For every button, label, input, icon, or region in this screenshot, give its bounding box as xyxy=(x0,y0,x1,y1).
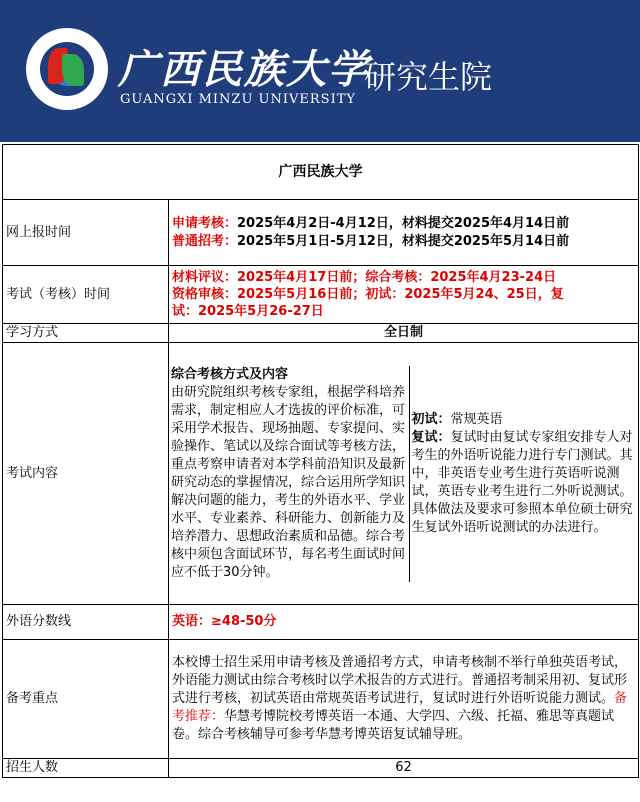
comprehensive-assessment-title: 综合考核方式及内容 xyxy=(171,366,289,382)
exam-content-value xyxy=(169,343,639,605)
initial-test-text: 常规英语 xyxy=(450,411,503,427)
initial-test xyxy=(412,411,638,429)
retest-text: 复试时由复试专家组安排专人对考生的外语听说能力进行专门测试。其中，非英语专业考生进行英语听说测试，英语专业考生进行二外听说测试。具体做法及要求可参照本单位硕士研究生复试外语听说测试的办法进行。 xyxy=(411,429,633,535)
registration-line-1 xyxy=(172,215,635,233)
exam-content-row xyxy=(3,343,639,605)
general-exam-text: 2025年5月1日-5月12日，材料提交2025年5月14日前 xyxy=(237,233,570,249)
registration-label: 网上报时间 xyxy=(3,200,169,266)
notes-label: 备考重点 xyxy=(3,640,169,759)
apply-assess-text: 2025年4月2日-4月12日，材料提交2025年4月14日前 xyxy=(237,215,570,231)
comprehensive-assessment-body: 由研究院组织考核专家组，根据学科培养需求，制定相应人才选拔的评价标准，可采用学术报告、现场抽题、专家提问、实验操作、笔试以及综合面试等考核方法，重点考察申请者对本学科前沿知识及最新研究动态的掌握情况，综合运用所学知识解决问题的能力，考生的外语水平、学业水平、专业素养、科研能力、创新能力及培养潜力、思想政治素质和品德。综合考核中须包含面试环节，每名考生面试时间应不低于30分钟。 xyxy=(171,384,406,580)
retest-label: 复试： xyxy=(411,429,451,445)
registration-row xyxy=(3,200,639,266)
admission-info-table xyxy=(2,144,639,778)
exam-time-line-2: 资格审核：2025年5月16日前；初试：2025年5月24、25日，复 xyxy=(172,287,564,302)
enrollment-label: 招生人数 xyxy=(3,759,169,778)
notes-value xyxy=(169,640,639,759)
exam-content-split xyxy=(169,366,639,582)
language-score-row xyxy=(3,605,639,640)
logo-emblem xyxy=(40,42,94,96)
graduate-school-title: 研究生院 xyxy=(364,58,493,96)
language-score-label: 外语分数线 xyxy=(3,605,169,640)
registration-value xyxy=(169,200,639,266)
exam-time-line-3: 试：2025年5月26-27日 xyxy=(172,304,324,319)
title-row xyxy=(3,145,639,200)
header-banner xyxy=(0,0,640,142)
language-score-value: 英语：≥48-50分 xyxy=(169,605,639,640)
recommend-label: 备考推荐： xyxy=(172,691,628,724)
enrollment-value: 62 xyxy=(169,759,639,778)
recommend-text: 华慧考博院校考博英语一本通、大学四、六级、托福、雅思等真题试卷。综合考核辅导可参考华慧考博英语复试辅导班。 xyxy=(172,709,615,742)
language-test-cell xyxy=(409,366,639,582)
exam-content-label: 考试内容 xyxy=(3,343,169,605)
exam-time-line-1: 材料评议：2025年4月17日前；综合考核：2025年4月23-24日 xyxy=(172,270,557,285)
university-logo xyxy=(26,28,108,110)
study-mode-value: 全日制 xyxy=(169,324,639,343)
exam-time-row xyxy=(3,266,639,324)
apply-assess-prefix: 申请考核： xyxy=(172,215,238,231)
notes-body: 本校博士招生采用申请考核及普通招考方式，申请考核制不举行单独英语考试，外语能力测试由综合考核时以学术报告的方式进行。普通招考制采用初、复试形式进行考核，初试英语由常规英语考试进行，复试时进行外语听说能力测试。 xyxy=(172,655,628,706)
comprehensive-assessment-cell xyxy=(169,366,409,582)
enrollment-row xyxy=(3,759,639,778)
university-name-cn: 广西民族大学 xyxy=(118,46,370,93)
university-name-en: GUANGXI MINZU UNIVERSITY xyxy=(120,92,356,107)
study-mode-label: 学习方式 xyxy=(3,324,169,343)
logo-swirl-green xyxy=(62,54,84,86)
study-mode-row xyxy=(3,324,639,343)
retest xyxy=(412,429,638,537)
exam-time-value xyxy=(169,266,639,324)
registration-line-2 xyxy=(172,233,635,251)
initial-test-label: 初试： xyxy=(411,411,451,427)
notes-row xyxy=(3,640,639,759)
general-exam-prefix: 普通招考： xyxy=(172,233,238,249)
exam-time-label: 考试（考核）时间 xyxy=(3,266,169,324)
table-title: 广西民族大学 xyxy=(3,145,639,200)
